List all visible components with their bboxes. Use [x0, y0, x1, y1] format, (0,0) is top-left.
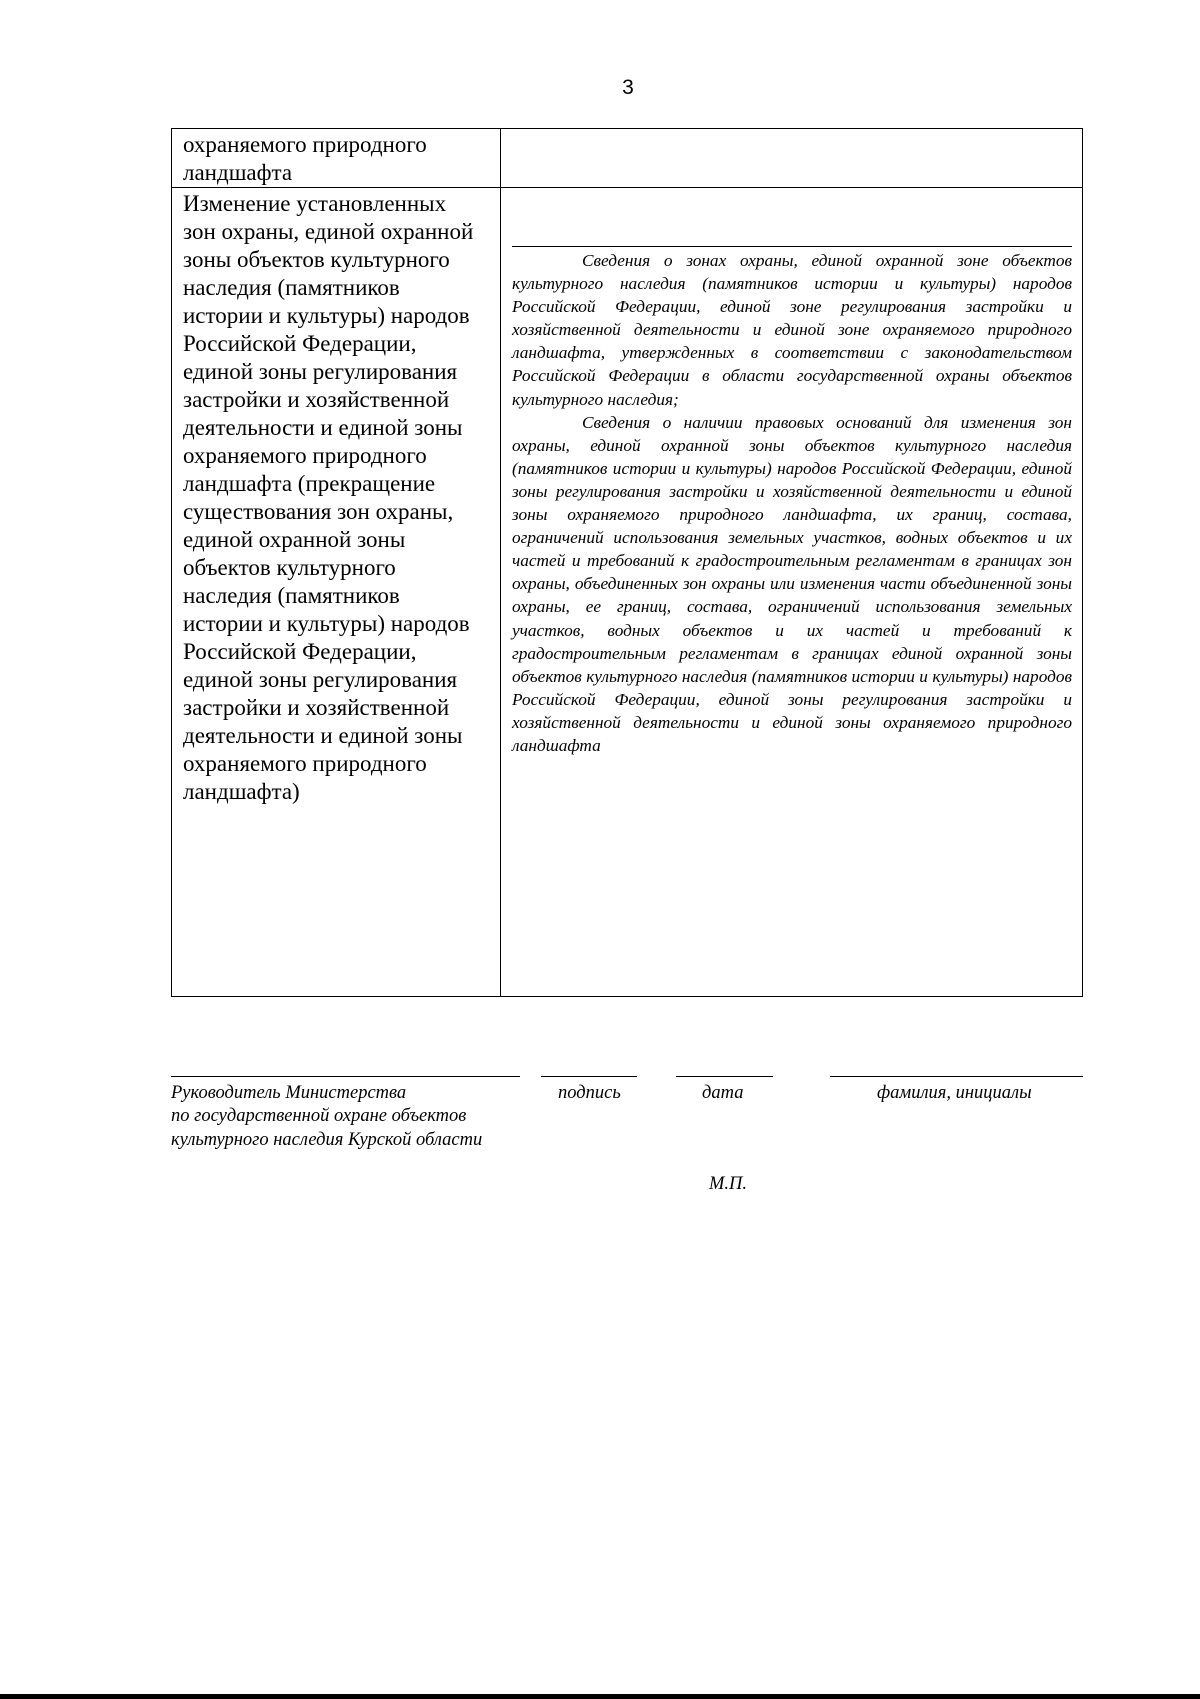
text-line: ландшафта [183, 160, 293, 185]
info-paragraphs [512, 246, 1072, 757]
document-table [171, 128, 1083, 997]
text-line: охраняемого природного [183, 443, 427, 468]
paragraph-zones-info: Сведения о зонах охраны, единой охранной зоне объектов культурного наследия (памятников истории и культуры) народов Российской Федерации, единой зоне регулирования застройки и хозяйственной деятельности и единой зоне охраняемого природного ландшафта, утвержденных в соответствии с законодательством Российской Федерации в области государственной охраны объектов культурного наследия; [512, 251, 1072, 409]
text-line: Руководитель Министерства [171, 1083, 407, 1103]
text-line: Российской Федерации, [183, 639, 417, 664]
text-line: наследия (памятников [183, 275, 400, 300]
text-line: охраняемого природного [183, 132, 427, 157]
text-line: охраняемого природного [183, 751, 427, 776]
scan-edge [0, 1694, 1200, 1699]
signature-label: подпись [558, 1083, 621, 1103]
text-line: истории и культуры) народов [183, 611, 470, 636]
table-cell-left [172, 129, 501, 188]
text-line: по государственной охране объектов [171, 1106, 467, 1127]
row2-left-text [172, 188, 500, 806]
signature-line [541, 1076, 637, 1077]
table-cell-right [501, 129, 1083, 188]
row1-left-text [172, 129, 500, 187]
text-line: культурного наследия Курской области [171, 1129, 483, 1150]
text-line: единой охранной зоны [183, 527, 406, 552]
text-line: деятельности и единой зоны [183, 415, 463, 440]
text-line: наследия (памятников [183, 583, 400, 608]
text-line: застройки и хозяйственной [183, 387, 450, 412]
paragraph-legal-grounds: Сведения о наличии правовых оснований для изменения зон охраны, единой охранной зоны объектов культурного наследия (памятников истории и культуры) народов Российской Федерации, единой зоны регулирования застройки и хозяйственной деятельности и единой зоны охраняемого природного ландшафта, их границ, состава, ограничений использования земельных участков, водных объектов и их частей и требований к градостроительным регламентам в границах зон охраны, объединенных зон охраны или изменения части объединенной зоны охраны, ее границ, состава, ограничений использования земельных участков, водных объектов и их частей и требований к градостроительным регламентам в границах единой охранной зоны объектов культурного наследия (памятников истории и культуры) народов Российской Федерации, единой зоны регулирования застройки и хозяйственной деятельности и единой зоны охраняемого природного ландшафта [512, 412, 1072, 755]
text-line: единой зоны регулирования [183, 359, 458, 384]
table-cell-right [501, 188, 1083, 997]
stamp-label: М.П. [709, 1174, 748, 1194]
text-line: истории и культуры) народов [183, 303, 470, 328]
position-line [171, 1076, 520, 1077]
text-line: существования зон охраны, [183, 499, 454, 524]
text-line: Российской Федерации, [183, 331, 417, 356]
text-line: ландшафта) [183, 779, 300, 804]
text-line: деятельности и единой зоны [183, 723, 463, 748]
text-line: застройки и хозяйственной [183, 695, 450, 720]
table-cell-left [172, 188, 501, 997]
text-line: единой зоны регулирования [183, 667, 458, 692]
table-row [172, 188, 1083, 997]
text-line: объектов культурного [183, 555, 396, 580]
text-line: зон охраны, единой охранной [183, 219, 474, 244]
text-line: ландшафта (прекращение [183, 471, 436, 496]
text-line: зоны объектов культурного [183, 247, 450, 272]
name-line [830, 1076, 1083, 1077]
date-label: дата [702, 1083, 744, 1103]
page-number: 3 [622, 76, 634, 99]
date-line [676, 1076, 773, 1077]
name-label: фамилия, инициалы [877, 1083, 1032, 1103]
text-line: Изменение установленных [183, 191, 447, 216]
official-position [171, 1082, 482, 1152]
table-row [172, 129, 1083, 188]
